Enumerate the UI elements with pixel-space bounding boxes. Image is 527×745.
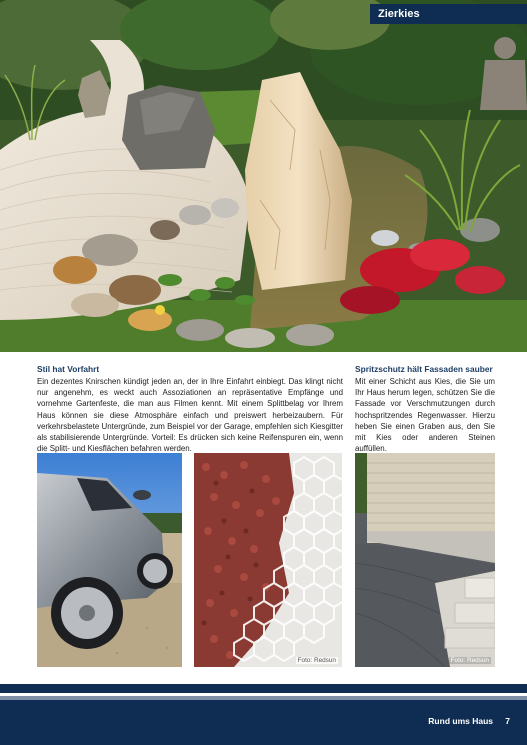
photo-credit: Foto: Redsun [450,657,489,664]
page-number: 7 [505,716,510,726]
car-illustration [37,453,182,667]
facade-illustration [355,453,495,667]
gravel-grid-illustration [194,453,342,667]
photo-facade-gravel [355,453,495,667]
garden-illustration [0,0,527,352]
article-title: Stil hat Vorfahrt [37,364,100,374]
magazine-title: Rund ums Haus [428,716,493,726]
section-tag: Zierkies [370,4,527,24]
page-footer [0,700,527,745]
photo-gravel-grid [194,453,342,667]
article-driveway [37,364,343,454]
article-title: Spritzschutz hält Fassaden sauber [355,364,493,374]
article-body: Mit einer Schicht aus Kies, die Sie um Ihr Haus herum legen, schützen Sie die Fassade vor Verschmutzungen durch hochspritzendes Regenwasser. Hierzu heben Sie einen Graben aus, den Sie mit Kies oder anderen Steinen auffüllen. [355,377,495,454]
article-splash-guard [355,364,495,454]
photo-car-on-gravel [37,453,182,667]
hero-garden-photo [0,0,527,352]
article-body: Ein dezentes Knirschen kündigt jeden an, der in Ihre Einfahrt einbiegt. Das klingt nicht nur angenehm, es weckt auch Assoziationen an repräsentative Empfänge und vornehme Gartenfeste, die man aus Filmen kennt. Mit einem Splittbelag vor Ihrem Haus können sie diese Atmosphäre einfach und preiswert herbeizaubern. Für verkehrsbelastete Untergründe, zum Beispiel vor der Garage, empfehlen sich Kiesgitter als stabilisierende Untergründe. Vorteil: Es drücken sich keine Reifenspuren ein, wenn die Splitt- und Kiesflächen befahren werden. [37,377,343,454]
photo-credit: Foto: Redsun [297,657,336,664]
footer-rule [0,684,527,693]
